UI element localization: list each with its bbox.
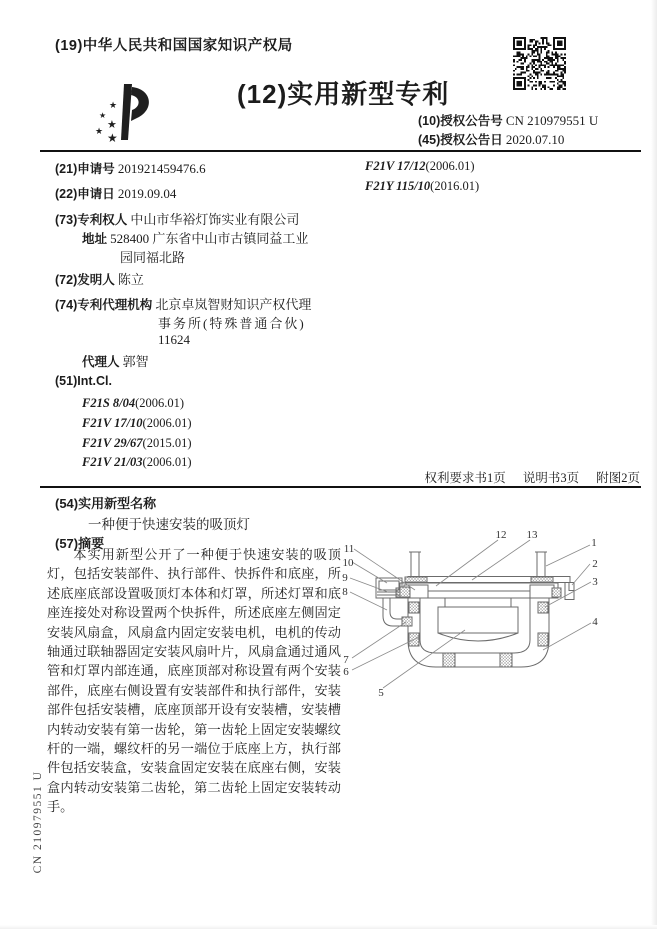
- application-date-value: 2019.09.04: [117, 186, 177, 201]
- intcl-label: (51)Int.Cl.: [55, 374, 112, 388]
- address-row: [82, 228, 308, 247]
- ipc-left-1: F21V 17/10(2006.01): [82, 416, 192, 430]
- description-pages: 说明书3页: [522, 471, 580, 485]
- invention-title: 一种便于快速安装的吸顶灯: [88, 517, 250, 532]
- title-section-label: (54)实用新型名称: [55, 496, 157, 511]
- ipc-right-1: F21Y 115/10(2016.01): [365, 179, 480, 193]
- scan-edge-bottom: [0, 925, 657, 929]
- fig-ref-10: 10: [342, 557, 354, 569]
- agency-row2: [158, 313, 306, 332]
- address-row2: [120, 247, 185, 266]
- abstract-section-label: (57)摘要: [55, 536, 105, 551]
- inventor-label: (72)发明人: [55, 273, 115, 287]
- fig-ref-7: 7: [343, 654, 349, 666]
- drawings-pages: 附图2页: [596, 471, 640, 485]
- publication-number-label: (10)授权公告号: [418, 114, 503, 128]
- application-number-label: (21)申请号: [55, 162, 115, 176]
- agency-name-line1: 北京卓岚智财知识产权代理: [155, 297, 312, 312]
- publication-date-label: (45)授权公告日: [418, 133, 503, 147]
- claims-pages: 权利要求书1页: [424, 471, 506, 485]
- publication-number-value: CN 210979551 U: [505, 113, 599, 128]
- fig-ref-1: 1: [591, 537, 597, 549]
- qr-code: [513, 37, 566, 90]
- agency-code-row: [158, 332, 190, 348]
- fig-ref-3: 3: [592, 576, 598, 588]
- address-line2: 园同福北路: [120, 250, 186, 265]
- header-divider: [40, 150, 641, 152]
- logo-star: ★: [107, 119, 117, 131]
- agent-value: 郭智: [122, 354, 149, 369]
- fig-ref-6: 6: [343, 666, 349, 678]
- ipc-left-2: F21V 29/67(2015.01): [82, 436, 192, 450]
- agent-label: 代理人: [82, 355, 120, 369]
- publication-date-value: 2020.07.10: [505, 132, 565, 147]
- ipc-left-3: F21V 21/03(2006.01): [82, 455, 192, 469]
- fig-ref-5: 5: [378, 687, 384, 699]
- address-label: 地址: [82, 232, 108, 246]
- fig-ref-12: 12: [495, 529, 507, 541]
- inventor-value: 陈立: [117, 272, 144, 287]
- spine-publication-number: CN 210979551 U: [32, 770, 44, 874]
- inventor-row: [55, 269, 144, 288]
- patentee-value: 中山市华裕灯饰实业有限公司: [130, 212, 300, 227]
- fig-ref-8: 8: [342, 586, 348, 598]
- patent-figure: [330, 515, 657, 725]
- logo-star: ★: [99, 111, 107, 120]
- patentee-label: (73)专利权人: [55, 213, 128, 227]
- application-date-row: [55, 184, 176, 202]
- cnipa-logo: [85, 76, 159, 150]
- fig-ref-4: 4: [592, 616, 598, 628]
- logo-star: ★: [109, 100, 118, 110]
- abstract-text: 本实用新型公开了一种便于快速安装的吸顶灯，包括安装部件、执行部件、快拆件和底座，所述底座底部设置吸顶灯本体和灯罩，所述灯罩和底座连接处对称设置两个快拆件，所述底座左侧固定安装风扇盒，风扇盒内固定安装电机，电机的传动轴通过联轴器固定安装风扇叶片，风扇盒通过通风管和灯罩内部连通，底座顶部对称设置有两个安装部件，底座右侧设置有安装部件和执行部件，安装部件包括安装槽，底座顶部开设有安装槽，安装槽内转动安装有第一齿轮，第一齿轮上固定安装螺纹杆的一端，螺纹杆的另一端位于底座上方，执行部件包括安装盒，安装盒固定安装在底座右侧，安装盒内转动安装第二齿轮，第二齿轮上固定安装转动手。: [47, 547, 341, 815]
- publication-date-row: [418, 130, 564, 148]
- agency-name-line2: 事务所(特殊普通合伙): [158, 316, 306, 331]
- intcl-row: [55, 374, 112, 389]
- logo-star: ★: [107, 131, 118, 145]
- pages-summary: [340, 468, 640, 486]
- issuing-office: (19)中华人民共和国国家知识产权局: [55, 38, 293, 54]
- fig-ref-9: 9: [342, 572, 348, 584]
- application-number-row: [55, 159, 206, 177]
- agency-label: (74)专利代理机构: [55, 298, 153, 312]
- application-date-label: (22)申请日: [55, 187, 115, 201]
- scan-edge-right: [651, 0, 657, 929]
- patentee-row: [55, 209, 299, 228]
- address-line1: 528400 广东省中山市古镇同益工业: [110, 231, 309, 246]
- biblio-divider: [40, 486, 641, 488]
- fig-ref-2: 2: [592, 558, 598, 570]
- ipc-left-0: F21S 8/04(2006.01): [82, 396, 185, 410]
- document-type-title: (12)实用新型专利: [237, 79, 450, 109]
- agency-row: [55, 294, 311, 313]
- ipc-right-0: F21V 17/12(2006.01): [365, 159, 475, 173]
- fig-ref-11: 11: [343, 543, 355, 555]
- agency-code: 11624: [158, 332, 191, 347]
- logo-star: ★: [95, 126, 104, 136]
- application-number-value: 201921459476.6: [117, 161, 206, 176]
- fig-ref-13: 13: [526, 529, 538, 541]
- publication-number-row: [418, 111, 598, 129]
- agent-row: [82, 351, 149, 370]
